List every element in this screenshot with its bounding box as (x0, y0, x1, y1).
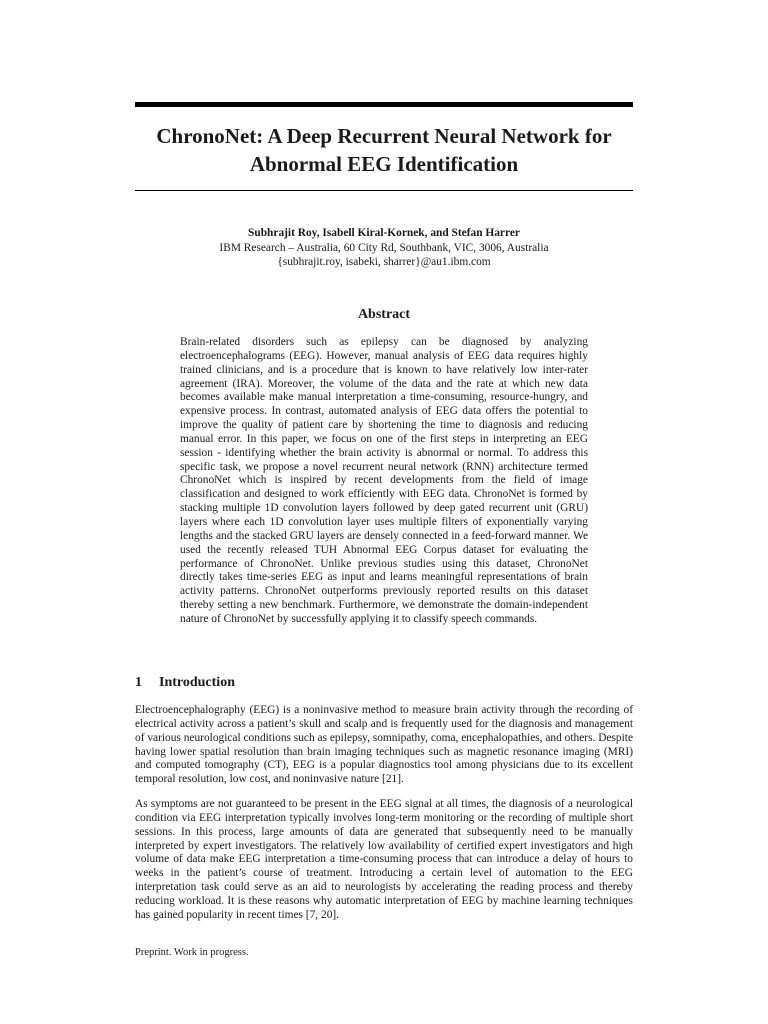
abstract-text: Brain-related disorders such as epilepsy can be diagnosed by analyzing electroencephalograms (EEG). However, manual analysis of EEG data requires highly trained clinicians, and is a procedure that is known to have relatively low inter-rater agreement (IRA). Moreover, the volume of the data and the rate at which new data becomes available make manual interpretation a time-consuming, resource-hungry, and expensive process. In contrast, automated analysis of EEG data offers the potential to improve the quality of patient care by shortening the time to diagnosis and reducing manual error. In this paper, we focus on one of the first steps in interpreting an EEG session - identifying whether the brain activity is abnormal or normal. To address this specific task, we propose a novel recurrent neural network (RNN) architecture termed ChronoNet which is inspired by recent developments from the field of image classification and designed to work efficiently with EEG data. ChronoNet is formed by stacking multiple 1D convolution layers followed by deep gated recurrent unit (GRU) layers where each 1D convolution layer uses multiple filters of exponentially varying lengths and the stacked GRU layers are densely connected in a feed-forward manner. We used the recently released TUH Abnormal EEG Corpus dataset for evaluating the performance of ChronoNet. Unlike previous studies using this dataset, ChronoNet directly takes time-series EEG as input and learns meaningful representations of brain activity patterns. ChronoNet outperforms previously reported results on this dataset thereby setting a new benchmark. Furthermore, we demonstrate the domain-independent nature of ChronoNet by successfully applying it to classify speech commands. (180, 336, 588, 625)
title-top-rule (135, 102, 633, 107)
intro-paragraph-2: As symptoms are not guaranteed to be present in the EEG signal at all times, the diagnosis of a neurological condition via EEG interpretation typically involves long-term monitoring or the recording of multiple short sessions. In this process, large amounts of data are generated that subsequently need to be manually interpreted by expert investigators. The relatively low availability of certified expert investigators and high volume of data make EEG interpretation a time-consuming process that can introduce a delay of hours to weeks in the patient’s course of treatment. Introducing a certain level of automation to the EEG interpretation task could serve as an aid to neurologists by accelerating the reading process and thereby reducing workload. It is these reasons why automatic interpretation of EEG by machine learning techniques has gained popularity in recent times [7, 20]. (135, 798, 633, 921)
affiliation: IBM Research – Australia, 60 City Rd, Southbank, VIC, 3006, Australia (219, 241, 549, 254)
title-bottom-rule (135, 190, 633, 191)
abstract-heading: Abstract (357, 307, 411, 322)
section-number: 1 (135, 675, 142, 690)
intro-paragraph-1: Electroencephalography (EEG) is a noninvasive method to measure brain activity through the recording of electrical activity across a patient’s skull and scalp and is frequently used for the diagnosis and management of various neurological conditions such as epilepsy, somnipathy, coma, encephalopathies, and others. Despite having lower spatial resolution than brain imaging techniques such as magnetic resonance imaging (MRI) and computed tomography (CT), EEG is a popular diagnostics tool among physicians due to its excellent temporal resolution, low cost, and noninvasive nature [21]. (135, 704, 633, 786)
paper-title: ChronoNet: A Deep Recurrent Neural Network for Abnormal EEG Identification (156, 124, 612, 176)
author-emails: {subhrajit.roy, isabeki, sharrer}@au1.ibm.com (277, 256, 491, 268)
author-names: Subhrajit Roy, Isabell Kiral-Kornek, and Stefan Harrer (248, 227, 520, 239)
section-title: Introduction (159, 675, 235, 690)
section-heading-introduction (135, 674, 633, 692)
author-block (135, 226, 633, 270)
preprint-footnote: Preprint. Work in progress. (135, 947, 249, 958)
